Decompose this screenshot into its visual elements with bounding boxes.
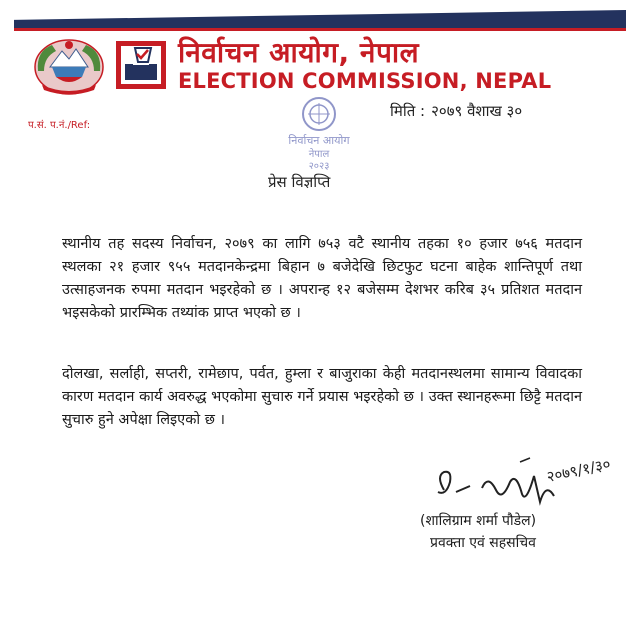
- body-paragraph-1: स्थानीय तह सदस्य निर्वाचन, २०७९ का लागि ७५३ वटै स्थानीय तहका १० हजार ७५६ मतदान स्थलका २१ हजार ९५५ मतदानकेन्द्रमा बिहान ७ बजेदेखि छिटफुट घटना बाहेक शान्तिपूर्ण तथा उत्साहजनक रुपमा मतदान भइरहेको छ । अपरान्ह १२ बजेसम्म देशभर करिब ३५ प्रतिशत मतदान भइसकेको प्रारम्भिक तथ्यांक प्राप्त भएको छ ।: [62, 236, 582, 321]
- date-value: २०७९ वैशाख ३०: [431, 102, 523, 120]
- stamp-line-2: नेपाल: [308, 149, 330, 160]
- signature-date: २०७९/१/३०: [545, 454, 613, 486]
- handwritten-signature: [430, 452, 613, 514]
- signatory-designation: प्रवक्ता एवं सहसचिव: [430, 535, 536, 551]
- header-red-line: [14, 28, 626, 31]
- document-subject: प्रेस विज्ञप्ति: [268, 173, 331, 191]
- date-label: मिति :: [390, 102, 426, 120]
- date-line: [390, 101, 522, 121]
- stamp-line-3: २०२३: [308, 161, 330, 172]
- stamp-line-1: निर्वाचन आयोग: [288, 134, 350, 147]
- ballot-box-icon: [115, 40, 167, 90]
- reference-label: प.सं. प.नं./Ref:: [28, 120, 91, 131]
- commission-title-english: ELECTION COMMISSION, NEPAL: [178, 69, 552, 93]
- nepal-emblem-icon: [30, 37, 108, 97]
- commission-title-nepali: निर्वाचन आयोग, नेपाल: [178, 36, 420, 69]
- body-paragraph-2: दोलखा, सर्लाही, सप्तरी, रामेछाप, पर्वत, हुम्ला र बाजुराका केही मतदानस्थलमा सामान्य विवादका कारण मतदान कार्य अवरुद्ध भएकोमा सुचारु गर्ने प्रयास भइरहेको छ । उक्त स्थानहरूमा छिट्टै मतदान सुचारु हुने अपेक्षा लिइएको छ ।: [62, 366, 582, 428]
- signatory-name: (शालिग्राम शर्मा पौडेल): [420, 513, 537, 529]
- official-stamp-icon: [278, 90, 360, 172]
- header-band: [14, 10, 626, 28]
